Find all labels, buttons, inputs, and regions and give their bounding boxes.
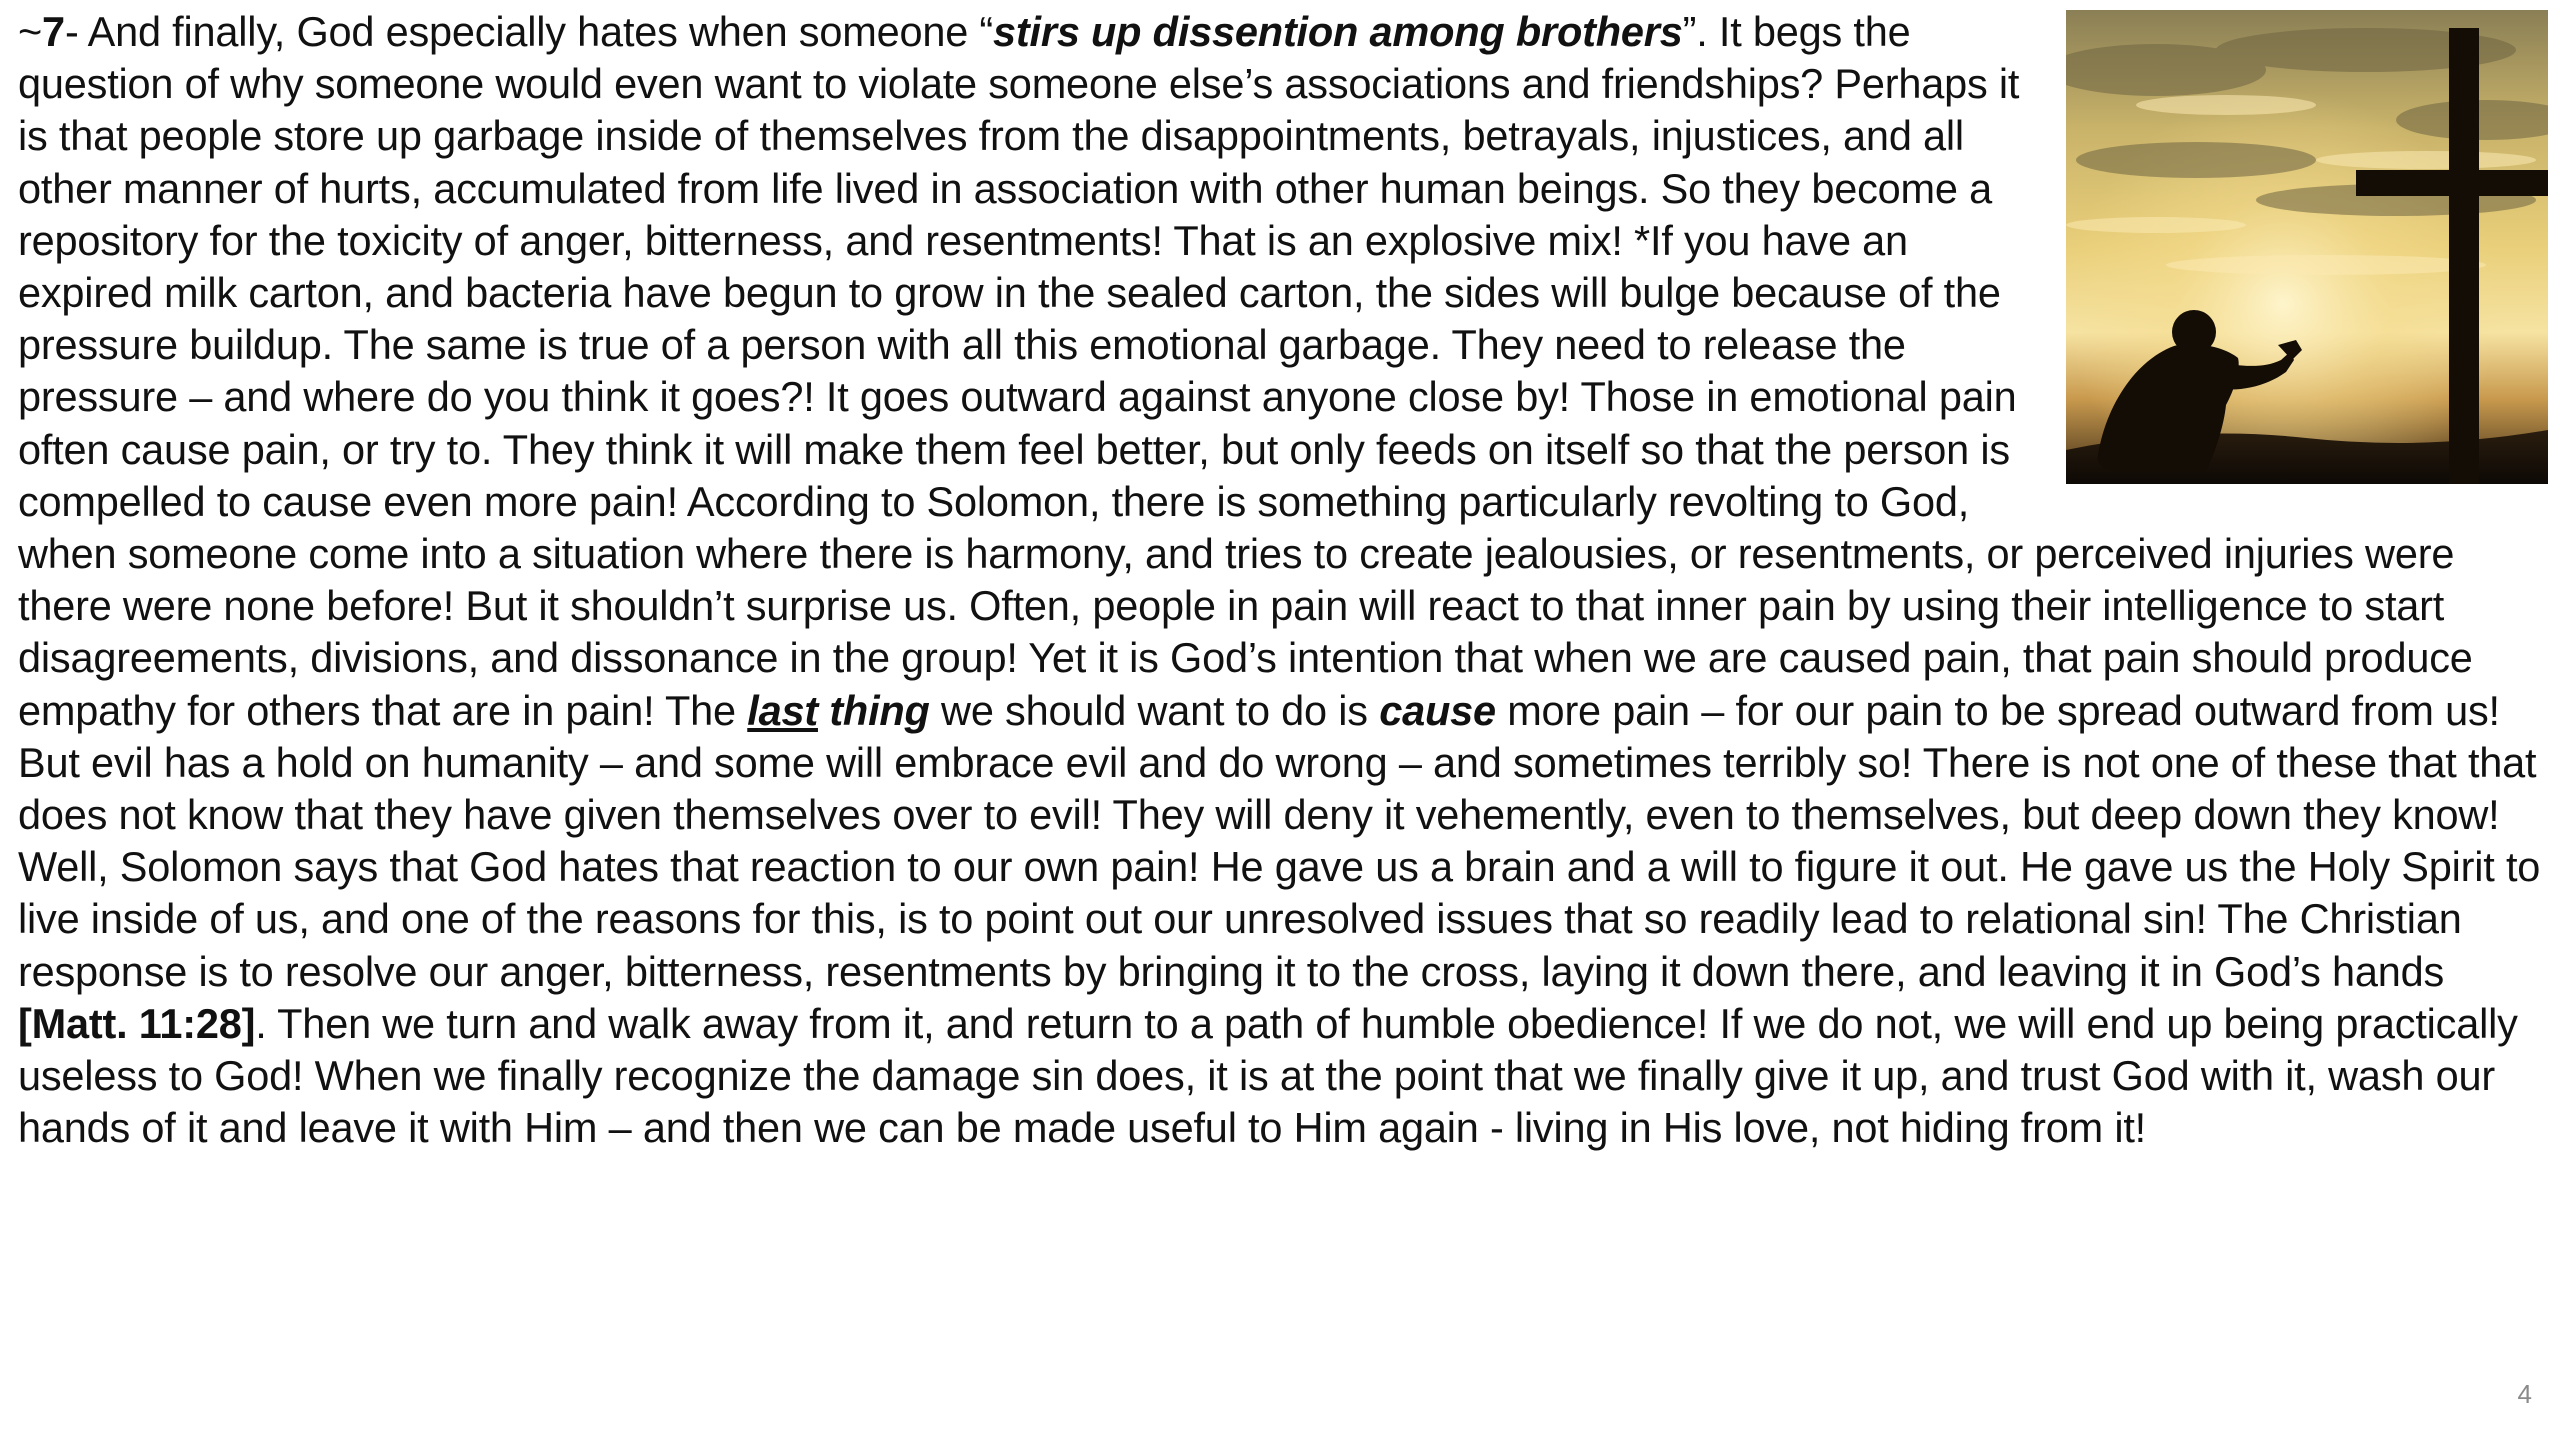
text-run: . Then we turn and walk away from it, and return to a path of humble obedience! If we do not, we will end up being practically useless to God! When we finally recognize the damage sin does, it is at the point that we finally give it up, and trust God with it, wash our hands of it and leave it with Him – and then we can be made useful to Him again - living in His love, not hiding from it! [18,999,2518,1152]
page-number: 4 [2517,1379,2532,1409]
body-paragraph [18,6,2548,1154]
text-run [818,687,829,734]
text-run: more pain – for our pain to be spread outward from us! But evil has a hold on humanity – and some will embrace evil and do wrong – and sometimes terribly so! There is not one of these that that does not know that they have given themselves over to evil! They will deny it vehemently, even to themselves, but deep down they know! Well, Solomon says that God hates that reaction to our own pain! He gave us a brain and a will to figure it out. He gave us the Holy Spirit to live inside of us, and one of the reasons for this, is to point out our unresolved issues that so readily lead to relational sin! The Christian response is to resolve our anger, bitterness, resentments by bringing it to the cross, laying it down there, and leaving it in God’s hands [18,686,2541,995]
bold-text: [Matt. 11:28] [18,999,256,1047]
text-run: ~ [18,8,43,55]
text-run: - And finally, God especially hates when someone “ [64,8,994,55]
emphasis-text: stirs up dissention among brothers [993,8,1683,55]
emphasis-text: cause [1379,686,1496,734]
praying-figure-at-cross-image [2066,10,2548,484]
sunset-cross-illustration [2066,10,2548,484]
bold-text: 7 [42,8,65,55]
text-run: ”. It begs the question of why someone would even want to violate someone else’s associations and friendships? Perhaps it is that people store up garbage inside of themselves from the disappointments, betrayals, injustices, and all other manner of hurts, accumulated from life lived in association with other human beings. So they become a repository for the toxicity of anger, bitterness, and resentments! That is an explosive mix! *If you have an expired milk carton, and bacteria have begun to grow in the sealed carton, the sides will bulge because of the pressure buildup. The same is true of a person with all this emotional garbage. They need to release the pressure – and where do you think it goes?! It goes outward against anyone close by! Those in emotional pain often cause pain, or try to. They think it will make them feel better, but only feeds on itself so that the person is compelled to cause even more pain! According to Solomon, there is something particularly revolting to God, when someone come into a situation where there is harmony, and tries to create jealousies, or resentments, or perceived injuries were there were none before! But it shouldn’t surprise us. Often, people in pain will react to that inner pain by using their intelligence to start disagreements, divisions, and dissonance in the group! Yet it is God’s intention that when we are caused pain, that pain should produce empathy for others that are in pain! The [18,8,2473,734]
text-run: we should want to do is [929,686,1380,734]
underlined-emphasis-text: last [747,686,818,734]
emphasis-text: thing [829,686,930,734]
